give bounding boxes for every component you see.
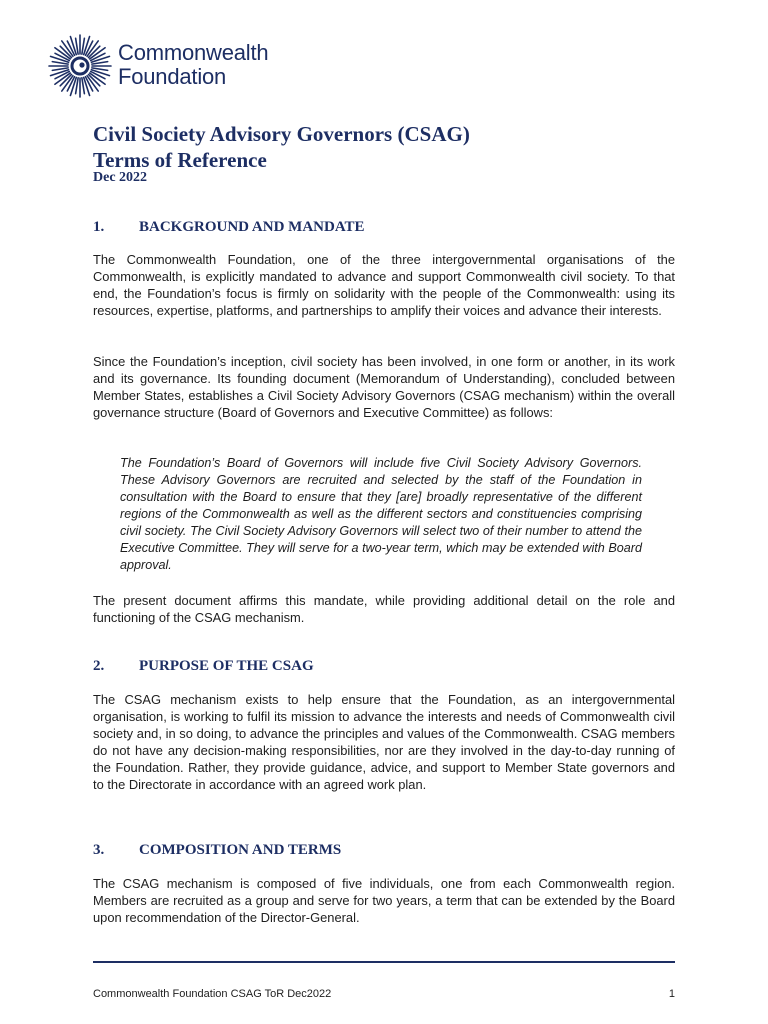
section-number: 1. bbox=[93, 219, 105, 235]
foundation-logo bbox=[48, 32, 298, 100]
logo-wordmark bbox=[118, 41, 268, 89]
paragraph-background-3: The present document affirms this mandate, while providing additional detail on the role and functioning of the CSAG mechanism. bbox=[93, 593, 675, 625]
title-line-2: Terms of Reference bbox=[93, 148, 267, 172]
document-date: Dec 2022 bbox=[93, 170, 148, 185]
paragraph-background-2: Since the Foundation’s inception, civil society has been involved, in one form or another, in its work and its governance. Its founding document (Memorandum of Understanding), concluded between Member States, establishes a Civil Society Advisory Governors (CSAG mechanism) within the overall governance structure (Board of Governors and Executive Committee) as follows: bbox=[93, 354, 675, 420]
paragraph-purpose-1: The CSAG mechanism exists to help ensure that the Foundation, as an intergovernmental organisation, is working to fulfil its mission to advance the interests and needs of Commonwealth civil society and, in so doing, to advance the principles and values of the Commonwealth. CSAG members do not have any decision-making responsibilities, nor are they involved in the day-to-day running of the Foundation. Rather, they provide guidance, advice, and support to Member State governors and to the Directorate in accordance with an agreed work plan. bbox=[93, 692, 675, 792]
section-title: PURPOSE OF THE CSAG bbox=[139, 658, 314, 674]
section-title: COMPOSITION AND TERMS bbox=[139, 842, 342, 858]
section-number: 2. bbox=[93, 658, 105, 674]
footer-document-label: Commonwealth Foundation CSAG ToR Dec2022 bbox=[93, 988, 332, 1000]
paragraph-composition-1: The CSAG mechanism is composed of five individuals, one from each Commonwealth region. Members are recruited as a group and serve for two years, a term that can be extended by the Board upon recommendation of the Director-General. bbox=[93, 876, 675, 925]
section-number: 3. bbox=[93, 842, 105, 858]
logo-line-1: Commonwealth bbox=[118, 40, 269, 65]
sunburst-core bbox=[79, 62, 84, 67]
logo-line-2: Foundation bbox=[118, 64, 227, 89]
title-line-1: Civil Society Advisory Governors (CSAG) bbox=[93, 122, 470, 146]
mou-quote: The Foundation’s Board of Governors will include five Civil Society Advisory Governors. These Advisory Governors are recruited and selected by the staff of the Foundation in consultation with the Board to ensure that they [are] broadly representative of the different regions of the Commonwealth as well as the different sectors and constituencies comprising civil society. The Civil Society Advisory Governors will select two of their number to attend the Executive Committee. They will serve for a two-year term, which may be extended with Board approval. bbox=[120, 456, 642, 572]
document-title bbox=[93, 121, 693, 173]
sunburst-logo-icon bbox=[48, 32, 112, 100]
footer-divider bbox=[93, 961, 675, 963]
paragraph-background-1: The Commonwealth Foundation, one of the three intergovernmental organisations of the Commonwealth, is explicitly mandated to advance and support Commonwealth civil society. To that end, the Foundation’s focus is firmly on solidarity with the people of the Commonwealth: using its resources, expertise, platforms, and partnerships to amplify their voices and advance their interests. bbox=[93, 252, 675, 318]
footer-page-number: 1 bbox=[668, 988, 675, 1000]
section-title: BACKGROUND AND MANDATE bbox=[139, 219, 365, 235]
